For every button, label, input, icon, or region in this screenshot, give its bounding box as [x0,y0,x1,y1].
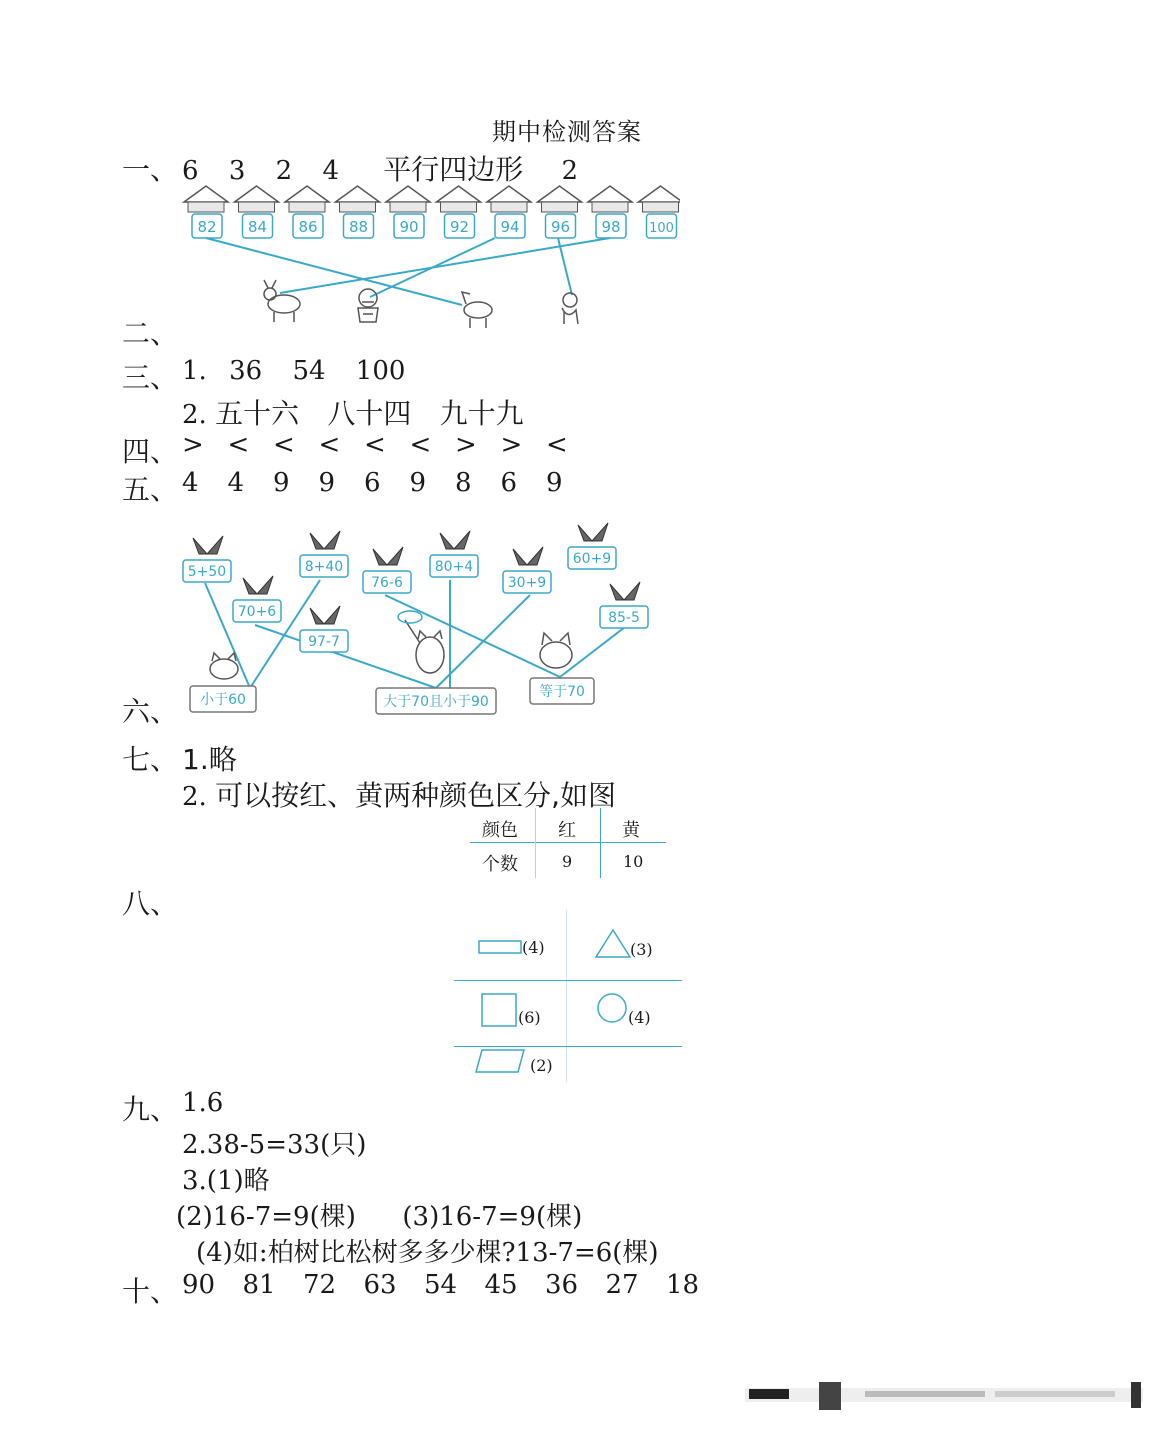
butterfly-icon [513,547,543,565]
count-rectangle: (4) [522,938,545,957]
butterfly-expression: 97-7 [308,634,340,650]
section-3-line1 [182,356,427,386]
answer-number: 27 [605,1270,639,1300]
s7-line1 [182,738,237,778]
answer-number: 4 [182,468,199,498]
house-number: 92 [449,218,470,236]
house-number: 86 [298,218,318,236]
comparison-sign: < [546,430,568,460]
answer-number: 90 [182,1270,216,1300]
answer-number: 6 [500,468,518,498]
comparison-sign: < [409,430,432,460]
triangle-icon [596,930,630,957]
section-5-label: 五、 [122,473,179,506]
house-icon [386,186,430,238]
answer-number: 9 [409,468,427,498]
butterfly-icon [578,523,608,541]
butterfly-expression: 85-5 [608,610,640,626]
butterfly-expression: 60+9 [572,551,612,567]
count-parallelogram: (2) [530,1056,553,1075]
house-icon [235,186,279,238]
section-3-label: 三、 [122,361,179,394]
answer-number: 6 [364,468,381,498]
comparison-sign: > [455,430,477,460]
butterfly-expression: 8+40 [304,559,344,575]
answer-number: 18 [666,1270,700,1300]
s1-num: 2 [275,156,293,186]
circle-icon [598,994,626,1022]
butterfly-icon [373,547,403,565]
butterfly-card [300,531,348,577]
answer-number: 45 [484,1270,518,1300]
section-7-label: 七、 [122,743,179,776]
s1-shape: 平行四边形 [383,153,524,186]
s1-num: 4 [322,156,339,186]
comparison-sign: > [500,430,523,460]
count-triangle: (3) [630,940,653,959]
count-square: (6) [518,1008,541,1027]
butterfly-card [233,576,281,622]
s3-num: 54 [292,356,326,386]
s3-num: 36 [229,356,263,386]
shape-count-grid [454,910,682,1082]
square-icon [482,994,516,1026]
count-circle: (4) [628,1008,651,1027]
answer-number: 72 [303,1270,337,1300]
house-icon [639,186,681,238]
house-icon [538,186,582,238]
s9-line3: 3.(1)略 [182,1166,270,1196]
horse-icon [462,292,492,328]
table-cell-yellow: 10 [623,852,644,871]
s1-num: 6 [182,156,199,186]
butterfly-diagram [180,505,680,720]
house-icon [336,186,380,238]
butterfly-icon [310,606,340,624]
house-number: 84 [247,218,268,236]
butterfly-card [568,523,616,569]
butterfly-icon [610,582,640,600]
answer-number: 4 [227,468,245,498]
house-number: 94 [500,218,520,236]
comparison-sign: < [227,430,250,460]
dog-icon [562,293,578,324]
butterfly-icon [440,531,470,549]
s3-word: 九十九 [439,397,524,430]
butterfly-card [503,547,551,593]
house-number: 96 [550,218,571,236]
comparison-sign: > [182,430,204,460]
answer-number: 63 [363,1270,397,1300]
butterfly-icon [243,576,273,594]
answer-number: 54 [424,1270,458,1300]
answer-number: 9 [273,468,290,498]
cat-label: 大于70且小于90 [383,694,489,710]
section-10-nums [182,1270,727,1300]
s9-line4b: (3)16-7=9(棵) [402,1202,583,1232]
table-cell-red: 9 [562,852,573,871]
parallelogram-icon [476,1050,524,1072]
answer-number: 9 [546,468,563,498]
butterfly-card [183,536,231,582]
section-5-nums [182,468,592,498]
color-count-table [470,808,666,878]
answer-number: 8 [455,468,472,498]
s3-word: 八十四 [327,397,412,430]
s9-line5: (4)如:柏树比松树多多少棵?13-7=6(棵) [196,1238,659,1268]
cat-icon [540,633,572,668]
comparison-sign: < [318,430,341,460]
house-number: 100 [649,221,674,236]
section-1-label: 一、 [122,153,179,186]
answer-number: 9 [318,468,336,498]
page-title: 期中检测答案 [492,118,642,146]
s7-line1-text: 1.略 [182,743,237,776]
s9-line4a: (2)16-7=9(棵) [176,1202,356,1232]
s1-last: 2 [561,156,579,186]
table-header-yellow: 黄 [622,820,640,841]
answer-number: 81 [242,1270,276,1300]
s7-line2-text: 可以按红、黄两种颜色区分,如图 [215,779,616,812]
section-4-label: 四、 [122,435,179,468]
butterfly-expression: 80+4 [434,559,474,575]
house-icon [588,186,632,238]
section-2-label: 二、 [122,317,179,350]
house-icon [184,186,228,238]
footer-scan-bar [745,1380,1143,1412]
butterfly-expression: 5+50 [187,564,227,580]
butterfly-card [430,531,478,577]
house-icon [487,186,531,238]
section-6-label: 六、 [122,695,179,728]
cat-label: 等于70 [539,684,585,700]
s9-line1: 1.6 [182,1088,224,1118]
cat-icon [210,653,238,679]
section-4-signs [182,430,592,460]
s3-l1-prefix: 1. [182,356,207,386]
s7-line2-prefix: 2. [182,782,207,812]
butterfly-expression: 76-6 [371,575,403,591]
s3-num: 100 [355,356,406,386]
table-header-color: 颜色 [482,820,518,841]
house-number: 98 [601,218,621,236]
house-number: 90 [399,218,419,236]
s9-line4 [176,1196,582,1233]
comparison-sign: < [273,430,295,460]
butterfly-icon [193,536,223,554]
comparison-sign: < [364,430,386,460]
section-10-label: 十、 [122,1275,179,1308]
house-number: 82 [197,218,217,236]
s3-word: 五十六 [215,397,300,430]
section-9-label: 九、 [122,1093,179,1126]
section-3-line2 [182,392,524,432]
cat-label: 小于60 [200,692,246,708]
house-icon [285,186,329,238]
table-row-label: 个数 [482,854,518,875]
butterfly-expression: 70+6 [237,604,277,620]
house-icon [437,186,481,238]
s1-num: 3 [228,156,246,186]
houses-diagram [180,180,680,340]
section-8-label: 八、 [122,887,179,920]
s9-line2: 2.38-5=33(只) [182,1130,367,1160]
house-number: 88 [348,218,369,236]
answer-number: 36 [545,1270,579,1300]
butterfly-expression: 30+9 [507,575,547,591]
table-header-red: 红 [558,820,576,841]
butterfly-card [300,606,348,652]
butterfly-card [600,582,648,628]
butterfly-icon [310,531,340,549]
rectangle-icon [479,941,521,953]
butterfly-card [363,547,411,593]
goat-icon [264,280,300,322]
s3-l2-prefix: 2. [182,400,207,430]
